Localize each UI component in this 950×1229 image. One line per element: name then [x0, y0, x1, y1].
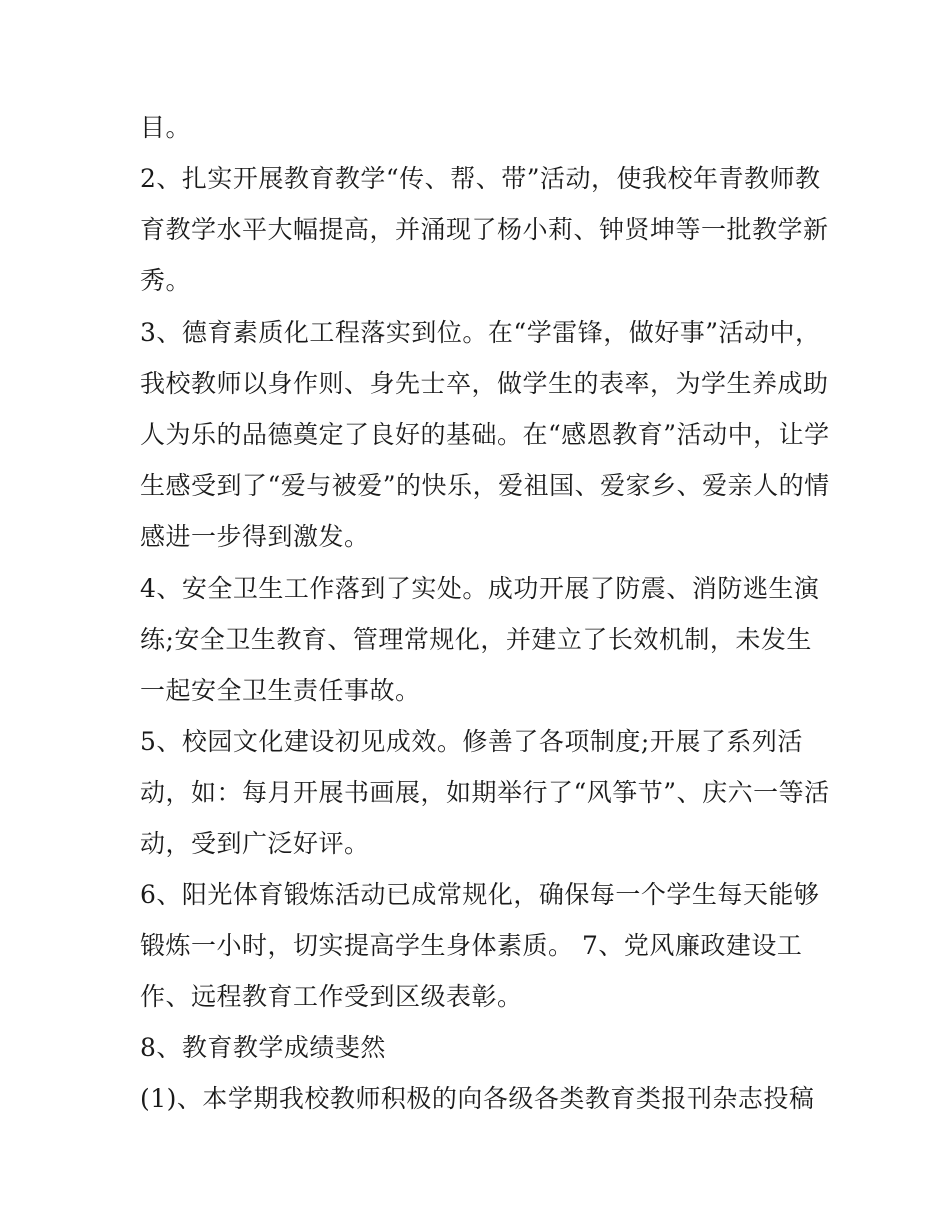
- text-line: 动，受到广泛好评。: [140, 829, 370, 858]
- text-line: 4、安全卫生工作落到了实处。成功开展了防震、消防逃生演: [140, 574, 820, 603]
- text-line: 练;安全卫生教育、管理常规化，并建立了长效机制，未发生: [140, 625, 812, 654]
- text-line: 秀。: [140, 266, 192, 295]
- text-line: 锻炼一小时，切实提高学生身体素质。 7、党风廉政建设工: [140, 931, 803, 960]
- text-line: 人为乐的品德奠定了良好的基础。在“感恩教育”活动中，让学: [140, 420, 830, 449]
- text-line: 6、阳光体育锻炼活动已成常规化，确保每一个学生每天能够: [140, 880, 820, 909]
- text-line: 3、德育素质化工程落实到位。在“学雷锋，做好事”活动中，: [140, 318, 821, 347]
- text-line: 动，如：每月开展书画展，如期举行了“风筝节”、庆六一等活: [140, 778, 830, 807]
- text-line: 我校教师以身作则、身先士卒，做学生的表率，为学生养成助: [140, 369, 829, 398]
- text-line: 感进一步得到激发。: [140, 522, 370, 551]
- text-line: 8、教育教学成绩斐然: [140, 1033, 386, 1062]
- text-line: 目。: [140, 113, 192, 142]
- text-line: 5、校园文化建设初见成效。修善了各项制度;开展了系列活: [140, 727, 803, 756]
- text-line: 育教学水平大幅提高，并涌现了杨小莉、钟贤坤等一批教学新: [140, 215, 829, 244]
- text-line: 生感受到了“爱与被爱”的快乐，爱祖国、爱家乡、爱亲人的情: [140, 471, 830, 500]
- text-line: 2、扎实开展教育教学“传、帮、带”活动，使我校年青教师教: [140, 164, 821, 193]
- text-line: 一起安全卫生责任事故。: [140, 676, 421, 705]
- text-line: 作、远程教育工作受到区级表彰。: [140, 982, 523, 1011]
- text-line: (1)、本学期我校教师积极的向各级各类教育类报刊杂志投稿: [140, 1084, 815, 1113]
